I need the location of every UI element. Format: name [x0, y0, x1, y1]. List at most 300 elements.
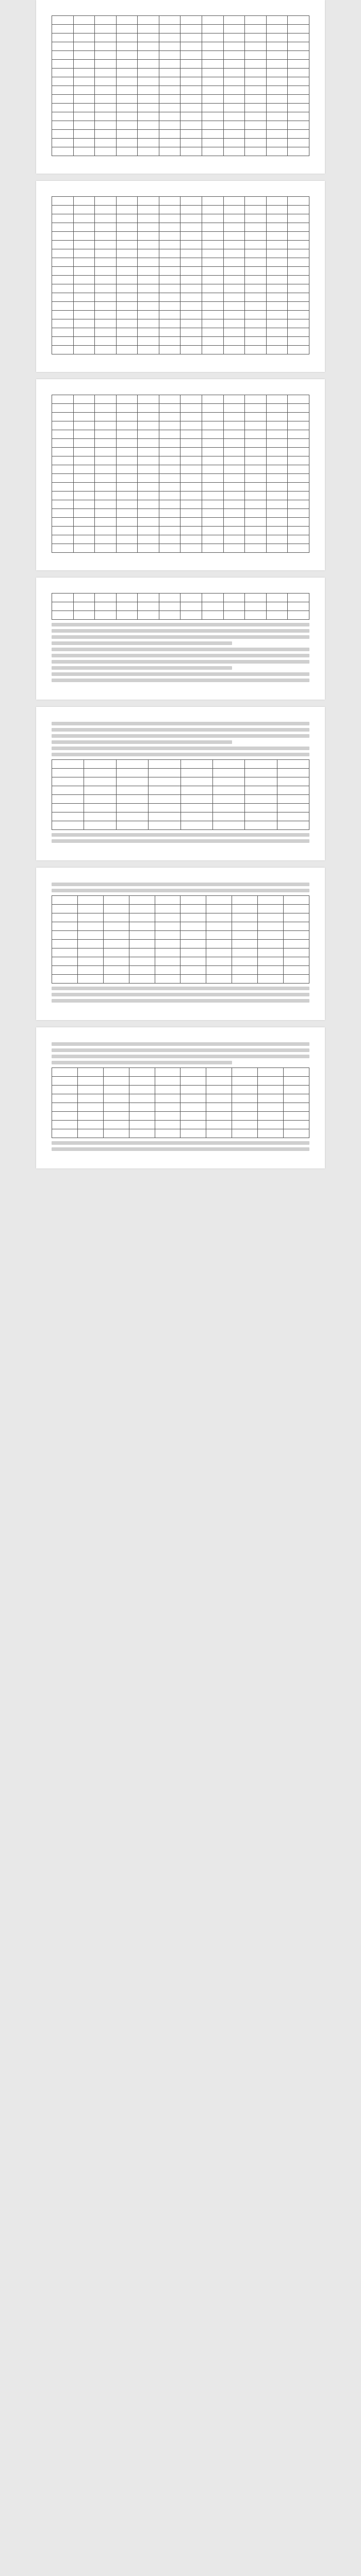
table-cell — [180, 1112, 206, 1121]
table-row — [52, 777, 309, 786]
table-cell — [84, 812, 116, 821]
table-cell — [155, 1121, 180, 1129]
table-cell — [202, 33, 224, 42]
table-cell — [180, 474, 202, 483]
table-cell — [232, 957, 258, 966]
table-cell — [202, 395, 224, 404]
table-cell — [159, 439, 180, 448]
table-cell — [223, 206, 245, 214]
table-row — [52, 602, 309, 611]
table-cell — [288, 602, 309, 611]
table-cell — [103, 940, 129, 948]
table-cell — [245, 430, 267, 439]
table-cell — [155, 1068, 180, 1077]
data-table — [52, 593, 309, 620]
table-row — [52, 51, 309, 60]
table-cell — [223, 594, 245, 602]
table-row — [52, 95, 309, 104]
table-cell — [73, 69, 95, 77]
table-cell — [95, 456, 117, 465]
table-cell — [95, 483, 117, 492]
table-cell — [212, 786, 244, 795]
table-cell — [138, 319, 159, 328]
table-cell — [266, 346, 288, 354]
table-cell — [103, 1112, 129, 1121]
table-cell — [159, 492, 180, 500]
table-cell — [288, 611, 309, 620]
table-cell — [258, 922, 284, 931]
table-cell — [288, 492, 309, 500]
table-cell — [245, 276, 267, 284]
table-cell — [180, 395, 202, 404]
table-cell — [245, 777, 277, 786]
table-cell — [180, 439, 202, 448]
table-cell — [180, 130, 202, 139]
table-cell — [116, 483, 138, 492]
table-cell — [73, 500, 95, 509]
table-cell — [180, 249, 202, 258]
table-cell — [73, 404, 95, 413]
table-cell — [116, 769, 148, 777]
table-cell — [284, 1068, 309, 1077]
table-cell — [245, 214, 267, 223]
table-cell — [202, 439, 224, 448]
table-cell — [180, 147, 202, 156]
table-cell — [258, 966, 284, 975]
table-cell — [223, 602, 245, 611]
table-cell — [245, 147, 267, 156]
table-cell — [116, 214, 138, 223]
table-cell — [95, 249, 117, 258]
table-cell — [116, 267, 138, 276]
table-cell — [138, 197, 159, 206]
table-cell — [77, 966, 103, 975]
table-cell — [288, 346, 309, 354]
table-cell — [245, 465, 267, 474]
table-cell — [245, 302, 267, 311]
table-cell — [95, 241, 117, 249]
table-cell — [116, 509, 138, 518]
table-cell — [52, 896, 78, 905]
table-cell — [129, 1094, 155, 1103]
table-cell — [202, 77, 224, 86]
table-cell — [116, 95, 138, 104]
table-cell — [159, 430, 180, 439]
table-row — [52, 16, 309, 25]
table-cell — [180, 509, 202, 518]
table-cell — [138, 104, 159, 112]
table-cell — [138, 69, 159, 77]
table-cell — [159, 594, 180, 602]
table-cell — [180, 544, 202, 553]
table-row — [52, 611, 309, 620]
table-cell — [288, 527, 309, 535]
table-cell — [149, 821, 180, 830]
table-row — [52, 594, 309, 602]
table-cell — [95, 395, 117, 404]
table-cell — [103, 966, 129, 975]
table-cell — [77, 905, 103, 913]
table-cell — [180, 51, 202, 60]
table-cell — [103, 905, 129, 913]
table-cell — [202, 139, 224, 147]
table-cell — [245, 421, 267, 430]
table-cell — [159, 206, 180, 214]
table-cell — [284, 922, 309, 931]
table-cell — [95, 492, 117, 500]
table-row — [52, 1086, 309, 1094]
table-cell — [73, 448, 95, 456]
table-cell — [138, 293, 159, 302]
table-cell — [116, 465, 138, 474]
table-cell — [266, 147, 288, 156]
table-cell — [155, 1094, 180, 1103]
table-cell — [116, 302, 138, 311]
table-cell — [73, 197, 95, 206]
paragraph-line — [52, 629, 309, 633]
table-cell — [232, 931, 258, 940]
table-cell — [95, 311, 117, 319]
table-cell — [266, 25, 288, 33]
table-cell — [155, 1129, 180, 1138]
table-cell — [180, 42, 202, 51]
table-row — [52, 931, 309, 940]
table-cell — [116, 223, 138, 232]
table-cell — [116, 421, 138, 430]
table-cell — [159, 527, 180, 535]
table-cell — [52, 404, 74, 413]
table-cell — [138, 594, 159, 602]
table-cell — [52, 337, 74, 346]
table-cell — [180, 500, 202, 509]
table-cell — [223, 611, 245, 620]
paragraph-line — [52, 753, 309, 756]
table-cell — [129, 922, 155, 931]
table-cell — [266, 77, 288, 86]
table-cell — [180, 812, 212, 821]
table-cell — [52, 51, 74, 60]
paragraph-line — [52, 672, 309, 676]
table-cell — [288, 197, 309, 206]
table-row — [52, 812, 309, 821]
table-cell — [266, 112, 288, 121]
table-row — [52, 492, 309, 500]
table-cell — [288, 456, 309, 465]
table-cell — [52, 905, 78, 913]
table-cell — [73, 60, 95, 69]
table-cell — [116, 284, 138, 293]
paragraph-line — [52, 648, 309, 651]
table-cell — [149, 760, 180, 769]
table-cell — [95, 258, 117, 267]
table-cell — [52, 413, 74, 421]
table-cell — [159, 544, 180, 553]
table-cell — [52, 139, 74, 147]
table-cell — [103, 957, 129, 966]
table-cell — [266, 197, 288, 206]
table-cell — [159, 413, 180, 421]
table-cell — [223, 112, 245, 121]
table-cell — [95, 95, 117, 104]
table-cell — [223, 474, 245, 483]
table-cell — [138, 33, 159, 42]
table-cell — [288, 421, 309, 430]
table-cell — [223, 328, 245, 337]
table-cell — [266, 319, 288, 328]
table-cell — [288, 328, 309, 337]
table-cell — [52, 284, 74, 293]
table-cell — [245, 77, 267, 86]
table-cell — [116, 346, 138, 354]
table-cell — [84, 795, 116, 804]
table-cell — [284, 931, 309, 940]
table-row — [52, 940, 309, 948]
paragraph-line — [52, 1141, 309, 1145]
table-cell — [52, 1094, 78, 1103]
table-cell — [129, 1068, 155, 1077]
table-cell — [159, 276, 180, 284]
table-cell — [95, 611, 117, 620]
table-cell — [103, 948, 129, 957]
table-cell — [245, 121, 267, 130]
table-row — [52, 786, 309, 795]
table-cell — [288, 112, 309, 121]
table-cell — [52, 966, 78, 975]
table-cell — [95, 121, 117, 130]
table-cell — [52, 975, 78, 984]
table-cell — [288, 232, 309, 241]
data-table — [52, 1067, 309, 1138]
table-cell — [284, 905, 309, 913]
table-cell — [159, 404, 180, 413]
table-cell — [129, 1129, 155, 1138]
table-row — [52, 913, 309, 922]
table-cell — [116, 60, 138, 69]
table-cell — [202, 346, 224, 354]
table-cell — [223, 439, 245, 448]
table-cell — [138, 395, 159, 404]
table-cell — [266, 276, 288, 284]
table-cell — [52, 456, 74, 465]
table-cell — [223, 223, 245, 232]
table-cell — [202, 456, 224, 465]
table-row — [52, 957, 309, 966]
table-cell — [129, 975, 155, 984]
table-row — [52, 1103, 309, 1112]
table-cell — [180, 60, 202, 69]
table-cell — [266, 527, 288, 535]
table-cell — [73, 223, 95, 232]
table-cell — [73, 16, 95, 25]
table-cell — [180, 1086, 206, 1094]
table-cell — [223, 95, 245, 104]
table-cell — [277, 812, 309, 821]
table-cell — [52, 121, 74, 130]
table-cell — [155, 1103, 180, 1112]
table-cell — [266, 500, 288, 509]
table-row — [52, 1068, 309, 1077]
table-cell — [180, 139, 202, 147]
table-row — [52, 769, 309, 777]
table-cell — [116, 86, 138, 95]
table-cell — [245, 95, 267, 104]
table-cell — [77, 1112, 103, 1121]
table-cell — [266, 302, 288, 311]
paragraph-line — [52, 747, 309, 750]
table-cell — [266, 413, 288, 421]
table-cell — [138, 302, 159, 311]
table-cell — [138, 527, 159, 535]
table-cell — [245, 69, 267, 77]
table-row — [52, 430, 309, 439]
table-cell — [116, 16, 138, 25]
table-cell — [116, 413, 138, 421]
table-cell — [202, 328, 224, 337]
table-cell — [180, 535, 202, 544]
table-cell — [103, 1094, 129, 1103]
table-cell — [245, 769, 277, 777]
table-cell — [223, 527, 245, 535]
table-cell — [180, 413, 202, 421]
table-cell — [245, 594, 267, 602]
table-cell — [73, 112, 95, 121]
table-cell — [206, 922, 232, 931]
table-cell — [180, 404, 202, 413]
table-cell — [245, 319, 267, 328]
table-cell — [202, 465, 224, 474]
table-cell — [52, 86, 74, 95]
table-cell — [52, 500, 74, 509]
table-cell — [180, 16, 202, 25]
table-row — [52, 804, 309, 812]
table-cell — [180, 527, 202, 535]
table-cell — [180, 786, 212, 795]
table-cell — [159, 267, 180, 276]
table-cell — [116, 77, 138, 86]
table-cell — [245, 500, 267, 509]
table-cell — [73, 483, 95, 492]
table-cell — [223, 293, 245, 302]
table-cell — [73, 421, 95, 430]
table-row — [52, 319, 309, 328]
table-row — [52, 439, 309, 448]
table-cell — [180, 430, 202, 439]
table-cell — [206, 1121, 232, 1129]
table-cell — [77, 1103, 103, 1112]
table-cell — [288, 16, 309, 25]
table-cell — [95, 319, 117, 328]
table-cell — [116, 821, 148, 830]
table-cell — [180, 241, 202, 249]
table-cell — [245, 346, 267, 354]
table-row — [52, 139, 309, 147]
table-row — [52, 966, 309, 975]
table-cell — [202, 518, 224, 527]
table-cell — [180, 518, 202, 527]
table-cell — [202, 86, 224, 95]
table-cell — [180, 940, 206, 948]
table-cell — [73, 527, 95, 535]
paragraph-line — [52, 740, 232, 744]
table-row — [52, 518, 309, 527]
table-cell — [159, 77, 180, 86]
table-cell — [95, 69, 117, 77]
table-cell — [155, 905, 180, 913]
table-cell — [180, 293, 202, 302]
table-cell — [116, 147, 138, 156]
table-cell — [288, 544, 309, 553]
table-cell — [266, 421, 288, 430]
table-cell — [95, 413, 117, 421]
table-cell — [52, 821, 84, 830]
table-cell — [95, 518, 117, 527]
table-cell — [52, 395, 74, 404]
table-cell — [116, 535, 138, 544]
table-cell — [288, 483, 309, 492]
table-cell — [223, 214, 245, 223]
table-cell — [288, 42, 309, 51]
table-cell — [73, 328, 95, 337]
table-cell — [223, 86, 245, 95]
table-cell — [258, 1086, 284, 1094]
table-row — [52, 413, 309, 421]
table-cell — [77, 1068, 103, 1077]
table-cell — [77, 1077, 103, 1086]
table-row — [52, 760, 309, 769]
table-cell — [223, 16, 245, 25]
table-cell — [180, 611, 202, 620]
table-row — [52, 346, 309, 354]
table-cell — [138, 16, 159, 25]
table-cell — [52, 1068, 78, 1077]
table-row — [52, 465, 309, 474]
table-cell — [52, 33, 74, 42]
table-cell — [159, 448, 180, 456]
table-cell — [212, 804, 244, 812]
table-cell — [73, 456, 95, 465]
table-cell — [202, 527, 224, 535]
table-cell — [266, 51, 288, 60]
table-cell — [266, 232, 288, 241]
data-table — [52, 15, 309, 156]
table-cell — [202, 500, 224, 509]
table-cell — [223, 241, 245, 249]
table-row — [52, 1077, 309, 1086]
table-cell — [180, 594, 202, 602]
table-cell — [180, 206, 202, 214]
table-cell — [73, 139, 95, 147]
table-cell — [159, 465, 180, 474]
table-cell — [159, 483, 180, 492]
table-cell — [95, 328, 117, 337]
table-cell — [202, 258, 224, 267]
table-cell — [223, 139, 245, 147]
table-cell — [52, 1077, 78, 1086]
table-cell — [52, 448, 74, 456]
table-row — [52, 249, 309, 258]
table-cell — [266, 430, 288, 439]
table-cell — [103, 1103, 129, 1112]
table-cell — [288, 465, 309, 474]
table-row — [52, 121, 309, 130]
table-cell — [223, 346, 245, 354]
table-cell — [180, 197, 202, 206]
table-cell — [138, 544, 159, 553]
table-cell — [223, 395, 245, 404]
table-cell — [116, 258, 138, 267]
table-cell — [202, 95, 224, 104]
table-cell — [284, 913, 309, 922]
